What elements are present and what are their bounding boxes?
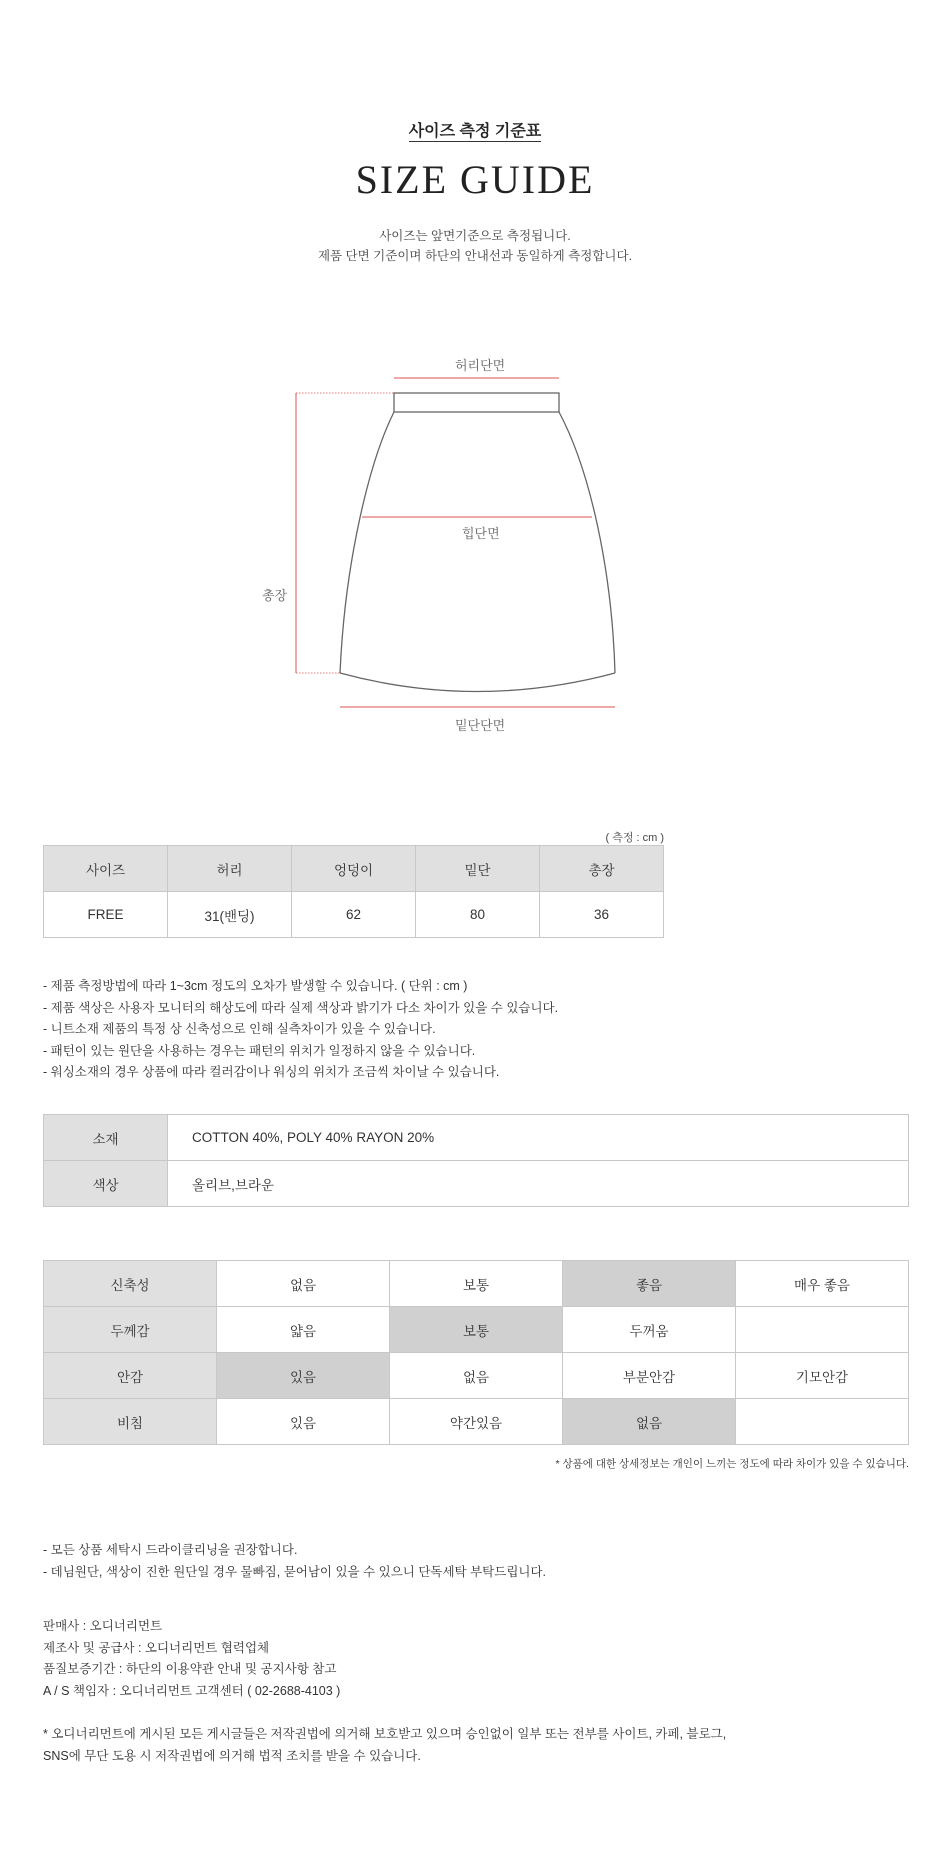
hip-label: 힙단면 <box>462 526 500 541</box>
intro-line: 사이즈는 앞면기준으로 측정됩니다. <box>379 229 571 243</box>
size-table-row <box>44 892 664 938</box>
fabric-feel-label: 비침 <box>44 1399 217 1445</box>
material-table <box>43 1114 909 1207</box>
fabric-feel-row <box>44 1261 909 1307</box>
note-line: - 니트소재 제품의 특정 상 신축성으로 인해 실측차이가 있을 수 있습니다. <box>43 1022 436 1036</box>
skirt-right-side <box>559 412 615 673</box>
care-line: - 데님원단, 색상이 진한 원단일 경우 물빠짐, 묻어남이 있을 수 있으니 단독세탁 부탁드립니다. <box>43 1564 547 1579</box>
seller-line: 제조사 및 공급사 : 오디너리먼트 협력업체 <box>43 1640 270 1655</box>
size-table-header <box>44 846 664 892</box>
fabric-feel-row <box>44 1399 909 1445</box>
fabric-feel-option-selected: 보통 <box>390 1307 563 1353</box>
fabric-feel-option: 얇음 <box>217 1307 390 1353</box>
seller-line: A / S 책임자 : 오디너리먼트 고객센터 ( 02-2688-4103 ) <box>43 1683 341 1698</box>
fabric-feel-option <box>736 1307 909 1353</box>
waist-label: 허리단면 <box>455 358 506 373</box>
fabric-feel-table <box>43 1260 909 1445</box>
fabric-feel-label: 두께감 <box>44 1307 217 1353</box>
note-line: - 패턴이 있는 원단을 사용하는 경우는 패턴의 위치가 일정하지 않을 수 있습니다. <box>43 1043 476 1058</box>
fabric-feel-row <box>44 1353 909 1399</box>
size-header-cell: 허리 <box>168 846 292 892</box>
fabric-feel-option-selected: 있음 <box>217 1353 390 1399</box>
note-line: - 워싱소재의 경우 상품에 따라 컬러감이나 워싱의 위치가 조금씩 차이날 수 있습니다. <box>43 1065 500 1079</box>
size-table <box>43 845 664 938</box>
fabric-feel-option: 두꺼움 <box>563 1307 736 1353</box>
size-cell: 62 <box>292 892 416 938</box>
material-label: 소재 <box>44 1115 168 1161</box>
fabric-feel-option-selected: 없음 <box>563 1399 736 1445</box>
fabric-feel-label: 신축성 <box>44 1261 217 1307</box>
size-header-cell: 밑단 <box>416 846 540 892</box>
size-cell: 80 <box>416 892 540 938</box>
seller-line: 품질보증기간 : 하단의 이용약관 안내 및 공지사항 참고 <box>43 1662 337 1676</box>
fabric-feel-option: 약간있음 <box>390 1399 563 1445</box>
intro-line: 제품 단면 기준이며 하단의 안내선과 동일하게 측정합니다. <box>317 249 633 263</box>
fabric-feel-row <box>44 1307 909 1353</box>
fabric-feel-option <box>736 1399 909 1445</box>
note-line: - 제품 색상은 사용자 모니터의 해상도에 따라 실제 색상과 밝기가 다소 차이가 있을 수 있습니다. <box>43 1000 559 1015</box>
length-label: 총장 <box>262 588 288 603</box>
color-label: 색상 <box>44 1161 168 1207</box>
feel-note: * 상품에 대한 상세정보는 개인이 느끼는 정도에 따라 차이가 있을 수 있습니다. <box>555 1458 909 1470</box>
copyright-line: SNS에 무단 도용 시 저작권법에 의거해 법적 조치를 받을 수 있습니다. <box>43 1748 421 1763</box>
size-header-cell: 사이즈 <box>44 846 168 892</box>
size-cell: FREE <box>44 892 168 938</box>
fabric-feel-option: 기모안감 <box>736 1353 909 1399</box>
size-guide-title-en: SIZE GUIDE <box>355 157 595 202</box>
care-instructions <box>43 1540 546 1583</box>
material-row <box>44 1115 909 1161</box>
fabric-feel-label: 안감 <box>44 1353 217 1399</box>
seller-info <box>43 1616 340 1702</box>
fabric-feel-option: 없음 <box>390 1353 563 1399</box>
skirt-left-side <box>340 412 394 673</box>
color-value: 올리브,브라운 <box>168 1161 909 1207</box>
material-value: COTTON 40%, POLY 40% RAYON 20% <box>168 1115 909 1161</box>
size-header-cell: 엉덩이 <box>292 846 416 892</box>
color-row <box>44 1161 909 1207</box>
size-cell: 31(밴딩) <box>168 892 292 938</box>
fabric-feel-option: 부분안감 <box>563 1353 736 1399</box>
skirt-hem <box>340 673 615 692</box>
skirt-waistband <box>394 393 559 412</box>
title-kr-text: 사이즈 측정 기준표 <box>408 123 542 140</box>
skirt-diagram <box>0 0 950 740</box>
unit-note: ( 측정 : cm ) <box>605 832 664 844</box>
fabric-feel-option: 없음 <box>217 1261 390 1307</box>
size-header-cell: 총장 <box>540 846 664 892</box>
copyright-line: * 오디너리먼트에 게시된 모든 게시글들은 저작권법에 의거해 보호받고 있으며 승인없이 일부 또는 전부를 사이트, 카페, 블로그, <box>43 1727 727 1741</box>
fabric-feel-option-selected: 좋음 <box>563 1261 736 1307</box>
hem-label: 밑단단면 <box>455 718 506 733</box>
measurement-notes <box>43 976 558 1084</box>
note-line: - 제품 측정방법에 따라 1~3cm 정도의 오차가 발생할 수 있습니다. ( 단위 : cm ) <box>43 979 468 993</box>
seller-line: 판매사 : 오디너리먼트 <box>43 1619 163 1633</box>
fabric-feel-option: 있음 <box>217 1399 390 1445</box>
care-line: - 모든 상품 세탁시 드라이클리닝을 권장합니다. <box>43 1543 298 1557</box>
fabric-feel-option: 보통 <box>390 1261 563 1307</box>
copyright-notice <box>43 1724 726 1767</box>
size-cell: 36 <box>540 892 664 938</box>
fabric-feel-option: 매우 좋음 <box>736 1261 909 1307</box>
fabric-feel-body <box>44 1261 909 1445</box>
